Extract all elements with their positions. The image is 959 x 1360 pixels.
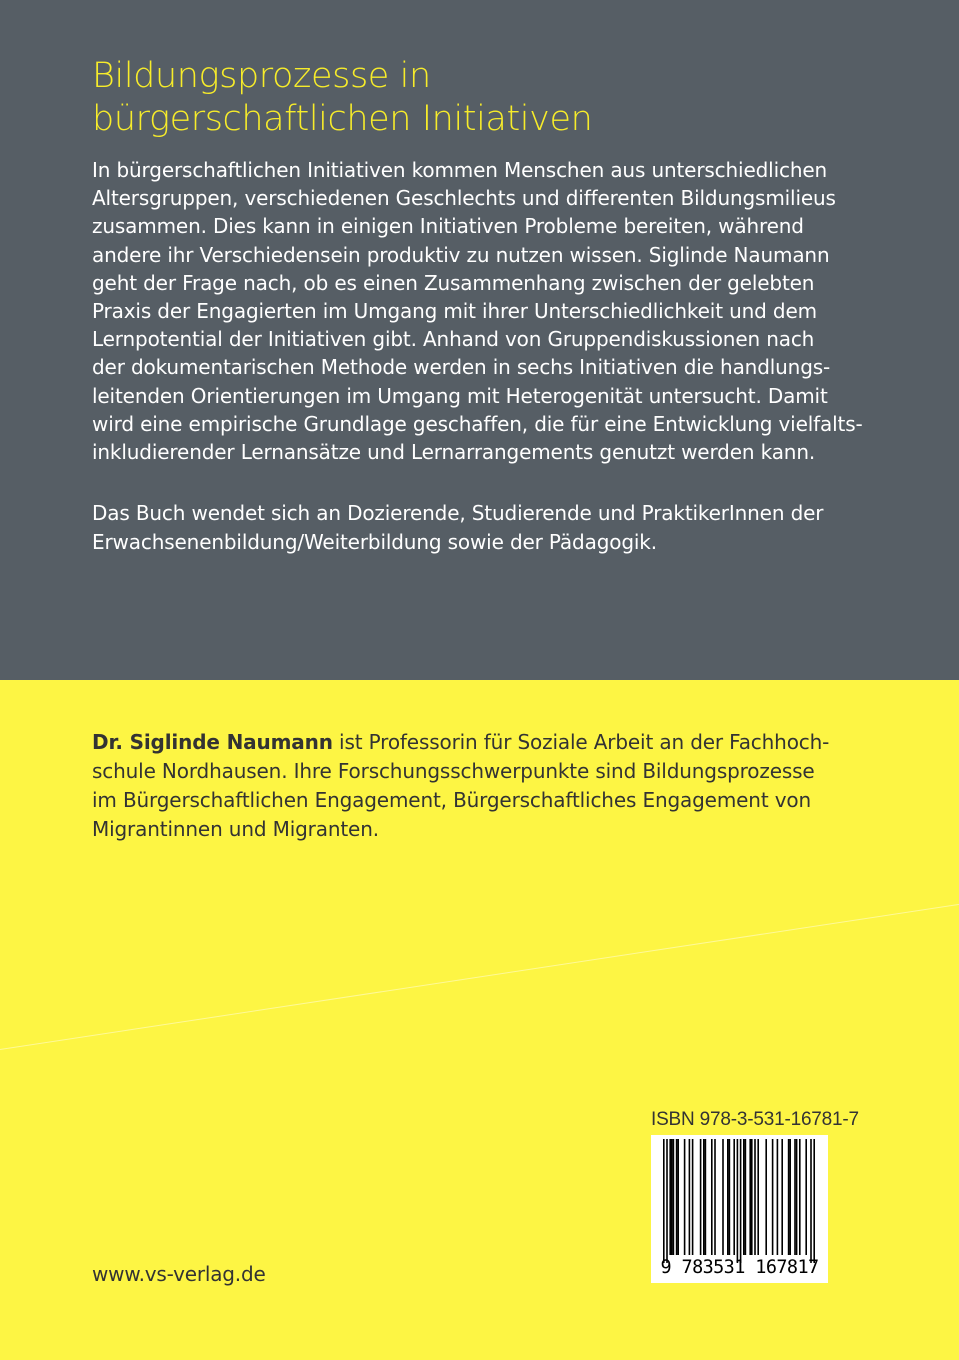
blurb-line: Praxis der Engagierten im Umgang mit ihrer Unterschiedlichkeit und dem [92, 299, 817, 324]
barcode-bar [692, 1139, 694, 1255]
barcode-bar [727, 1139, 729, 1255]
title-line: bürgerschaftlichen Initiativen [92, 99, 593, 139]
blurb-line: andere ihr Verschiedensein produktiv zu nutzen wissen. Siglinde Naumann [92, 242, 830, 267]
blurb-paragraph [92, 156, 892, 466]
barcode-bar [705, 1139, 707, 1255]
barcode-bar [757, 1139, 759, 1255]
author-line [92, 728, 892, 757]
isbn-label: ISBN 978-3-531-16781-7 [651, 1109, 859, 1130]
barcode [651, 1135, 828, 1283]
barcode-bar [751, 1139, 753, 1255]
author-line: schule Nordhausen. Ihre Forschungsschwerpunkte sind Bildungsprozesse [92, 759, 815, 783]
barcode-bar [754, 1139, 756, 1255]
barcode-bar [671, 1139, 673, 1255]
barcode-bar [673, 1139, 675, 1255]
barcode-bar [700, 1139, 702, 1255]
barcode-bar [689, 1139, 691, 1255]
barcode-bar [666, 1139, 668, 1263]
barcode-bar [669, 1139, 671, 1255]
barcode-bar [799, 1139, 801, 1255]
audience-line: Erwachsenenbildung/Weiterbildung sowie der Pädagogik. [92, 530, 657, 554]
barcode-bar [788, 1139, 790, 1255]
barcode-bar [733, 1139, 735, 1255]
blurb-line: inkludierender Lernansätze und Lernarrangements genutzt werden kann. [92, 440, 816, 465]
barcode-bar [684, 1139, 686, 1255]
blurb-line: zusammen. Dies kann in einigen Initiativen Probleme bereiten, während [92, 214, 804, 239]
audience-line: Das Buch wendet sich an Dozierende, Studierende und PraktikerInnen der [92, 501, 824, 525]
barcode-bar [711, 1139, 713, 1255]
barcode-bar [676, 1139, 678, 1255]
barcode-bar [813, 1139, 815, 1263]
barcode-bar [749, 1139, 751, 1255]
blurb-line: In bürgerschaftlichen Initiativen kommen Menschen aus unterschiedlichen [92, 158, 828, 182]
barcode-bar [714, 1139, 716, 1255]
book-title [92, 55, 892, 141]
audience-paragraph [92, 499, 892, 557]
barcode-bar [772, 1139, 774, 1255]
barcode-bar [722, 1139, 724, 1255]
barcode-bar [677, 1139, 679, 1255]
barcode-bar [729, 1139, 731, 1255]
barcode-digits: 9 783531 167817 [660, 1257, 819, 1278]
barcode-bar [781, 1139, 783, 1255]
blurb-line: leitenden Orientierungen im Umgang mit Heterogenität untersucht. Damit [92, 383, 828, 408]
barcode-bar [765, 1139, 767, 1255]
barcode-bar [805, 1139, 807, 1255]
blurb-line: geht der Frage nach, ob es einen Zusammenhang zwischen der gelebten [92, 270, 815, 295]
blurb-line: Altersgruppen, verschiedenen Geschlechts und differenten Bildungsmilieus [92, 186, 836, 211]
barcode-bar [740, 1139, 742, 1263]
barcode-bar [777, 1139, 779, 1255]
author-name: Dr. Siglinde Naumann [92, 730, 333, 754]
publisher-website[interactable]: www.vs-verlag.de [92, 1262, 266, 1286]
blurb-line: der dokumentarischen Methode werden in sechs Initiativen die handlungs- [92, 355, 831, 380]
barcode-bar [663, 1139, 665, 1263]
author-line: im Bürgerschaftlichen Engagement, Bürgerschaftliches Engagement von [92, 788, 812, 812]
barcode-bar [796, 1139, 798, 1255]
barcode-bar [743, 1139, 745, 1255]
author-bio [92, 728, 892, 844]
barcode-bar [737, 1139, 739, 1263]
barcode-bar [703, 1139, 705, 1255]
barcode-bar [789, 1139, 791, 1255]
title-line: Bildungsprozesse in [92, 56, 431, 96]
barcode-bar [794, 1139, 796, 1255]
author-line: Migrantinnen und Migranten. [92, 817, 379, 841]
barcode-bar [745, 1139, 747, 1255]
author-line-rest: ist Professorin für Soziale Arbeit an der Fachhoch- [332, 730, 830, 754]
barcode-bar [810, 1139, 812, 1263]
blurb-line: wird eine empirische Grundlage geschaffen, die für eine Entwicklung vielfalts- [92, 411, 863, 436]
blurb-line: Lernpotential der Initiativen gibt. Anhand von Gruppendiskussionen nach [92, 327, 815, 352]
